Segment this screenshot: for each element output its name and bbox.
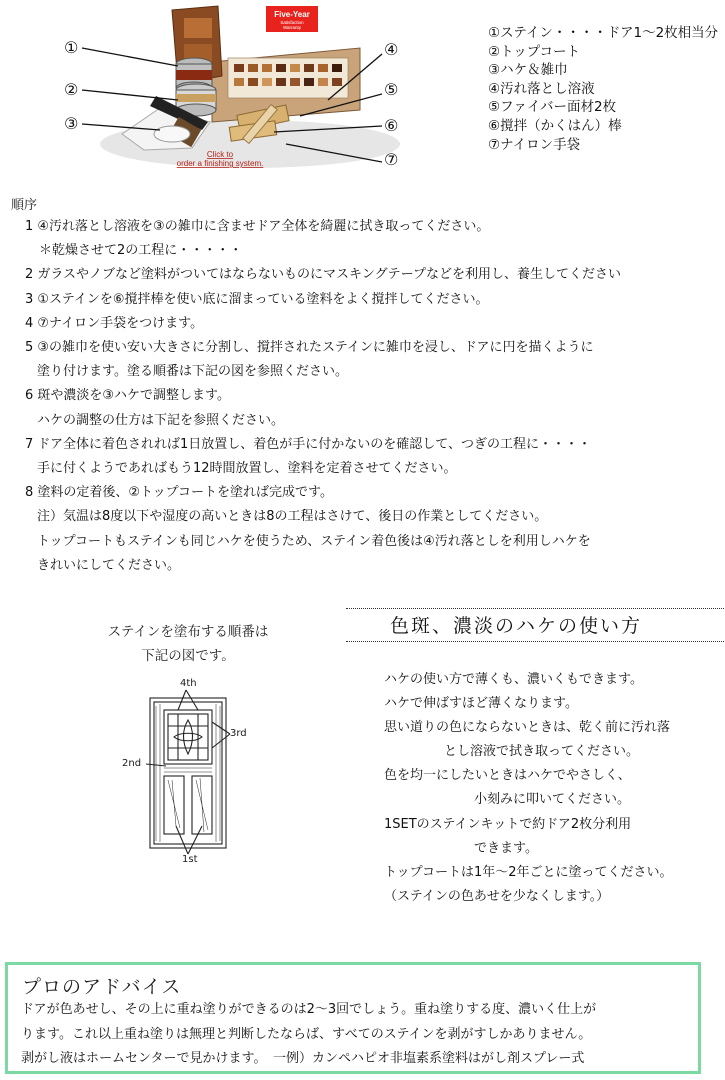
parts-list-item: ⑦ナイロン手袋 [488, 136, 581, 153]
brush-section-title: 色斑、濃淡のハケの使い方 [390, 615, 643, 637]
procedure-steps [25, 215, 720, 578]
pro-advice-line: 剥がし液はホームセンターで見かけます。 一例）カンペハピオ非塩素系塗料はがし剤スプレー式 [21, 1051, 585, 1066]
part-label-3: ③ [64, 114, 79, 133]
brush-line: ハケの使い方で薄くも、濃いくもできます。 [384, 672, 643, 687]
part-label-1: ① [64, 38, 79, 57]
procedure-line: 2 ガラスやノブなど塗料がついてはならないものにマスキングテープなどを利用し、養生してください [25, 267, 621, 283]
brush-instructions [384, 668, 720, 909]
part-label-6: ⑥ [384, 116, 399, 135]
door-diagram [118, 676, 258, 866]
procedure-line: 4 ⑦ナイロン手袋をつけます。 [25, 315, 204, 331]
parts-list-item: ①ステイン・・・・ドア1～2枚相当分 [488, 25, 719, 41]
warranty-badge-sub2: Warranty [282, 25, 302, 30]
brush-line: 思い道りの色にならないときは、乾く前に汚れ落 [384, 720, 671, 736]
door-label-3rd: 3rd [230, 728, 247, 739]
part-label-5: ⑤ [384, 80, 399, 99]
pro-advice-line: ドアが色あせし、その上に重ね塗りができるのは2～3回でしょう。重ね塗りする度、濃いく仕上が [21, 1002, 597, 1017]
application-order-title [78, 620, 298, 668]
procedure-line: ハケの調整の仕方は下記を参照ください。 [37, 412, 285, 428]
procedure-line: 塗り付けます。塗る順番は下記の図を参照ください。 [37, 364, 348, 380]
brush-line: とし溶液で拭き取ってください。 [444, 744, 640, 760]
brush-line: できます。 [474, 840, 538, 856]
procedure-line: 5 ③の雑巾を使い安い大きさに分割し、撹拌されたステインに雑巾を浸し、ドアに円を描くように [25, 340, 594, 356]
door-diagram-drawing [118, 676, 258, 866]
procedure-line: 3 ①ステインを⑥撹拌棒を使い底に溜まっている塗料をよく撹拌してください。 [25, 291, 489, 307]
part-label-4: ④ [384, 40, 399, 59]
pro-advice-text [21, 998, 693, 1072]
parts-list-item: ④汚れ落とし溶液 [488, 80, 595, 97]
parts-list-item: ②トップコート [488, 43, 581, 60]
application-order-title-line1: ステインを塗布する順番は [107, 624, 269, 640]
parts-list-item: ③ハケ＆雑巾 [488, 62, 568, 79]
stain-kit-illustration [60, 4, 420, 184]
procedure-line: 8 塗料の定着後、②トップコートを塗れば完成です。 [25, 485, 333, 501]
click-to-order-line1[interactable]: Click to [206, 150, 234, 159]
door-label-4th: 4th [180, 678, 197, 689]
application-order-title-line2: 下記の図です。 [141, 648, 235, 664]
pro-advice-box [5, 962, 701, 1074]
brush-line: （ステインの色あせを少なくします。） [384, 888, 610, 904]
parts-list-item: ⑥撹拌（かくはん）棒 [488, 117, 622, 134]
brush-line: ハケで伸ばすほど薄くなります。 [384, 696, 578, 712]
procedure-line: ＊乾燥させて2の工程に・・・・・ [39, 243, 243, 259]
procedure-line: 1 ④汚れ落とし溶液を③の雑巾に含ませドア全体を綺麗に拭き取ってください。 [25, 219, 490, 234]
brush-line: 小刻みに叩いてください。 [474, 792, 631, 808]
pro-advice-line: ります。これ以上重ね塗りは無理と判断したならば、すべてのステインを剥がすしかありません。 [21, 1026, 592, 1042]
click-to-order-line2[interactable]: order a finishing system. [176, 159, 264, 168]
procedure-line: きれいにしてください。 [37, 557, 181, 573]
door-label-1st: 1st [182, 854, 198, 865]
brush-line: トップコートは1年～2年ごとに塗ってください。 [384, 864, 673, 880]
part-label-2: ② [64, 80, 79, 99]
warranty-badge-sub1: Satisfaction [280, 20, 304, 25]
brush-line: 色を均一にしたいときはハケでやさしく、 [384, 768, 631, 784]
procedure-line: 手に付くようであればもう12時間放置し、塗料を定着させてください。 [37, 461, 457, 477]
part-label-7: ⑦ [384, 150, 399, 169]
procedure-line: 7 ドア全体に着色されれば1日放置し、着色が手に付かないのを確認して、つぎの工程に・・・・ [25, 436, 592, 452]
parts-list [488, 24, 724, 154]
procedure-line: トップコートもステインも同じハケを使うため、ステイン着色後は④汚れ落としを利用しハケを [37, 533, 591, 549]
parts-list-item: ⑤ファイバー面材2枚 [488, 99, 617, 116]
procedure-line: 注）気温は8度以下や湿度の高いときは8の工程はさけて、後日の作業としてください。 [37, 509, 548, 525]
brush-line: 1SETのステインキットで約ドア2枚分利用 [384, 816, 632, 832]
door-label-2nd: 2nd [122, 758, 142, 769]
warranty-badge-text: Five-Year [274, 10, 310, 19]
procedure-heading: 順序 [11, 198, 38, 213]
procedure-line: 6 斑や濃淡を③ハケで調整します。 [25, 388, 231, 404]
stain-kit-photo[interactable] [60, 4, 420, 184]
pro-advice-title: プロのアドバイス [22, 976, 182, 998]
